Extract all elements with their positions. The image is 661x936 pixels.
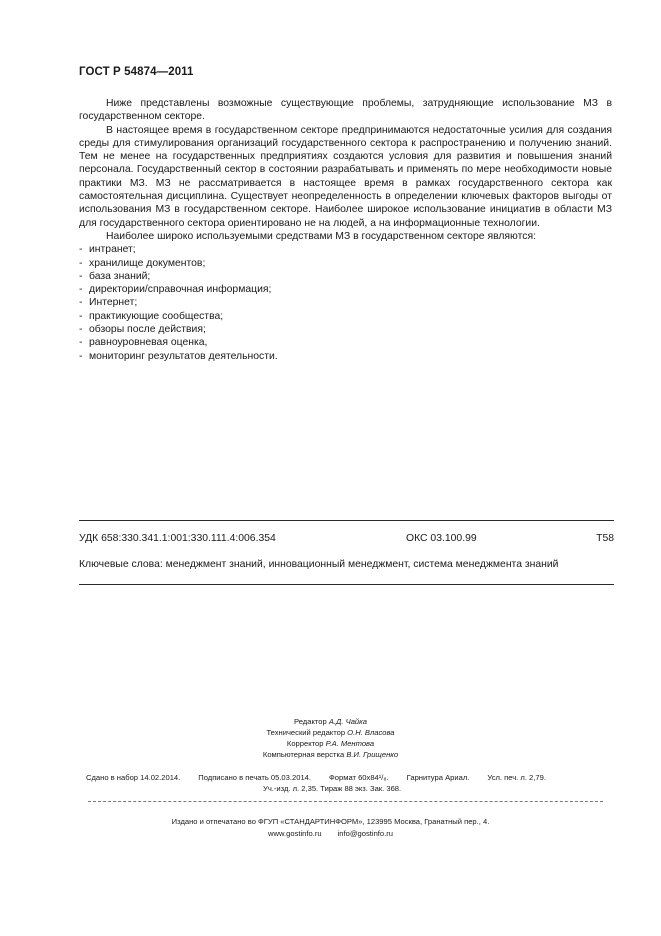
keywords: Ключевые слова: менеджмент знаний, инновационный менеджмент, система менеджмента знаний	[79, 559, 559, 570]
credit-role: Редактор	[294, 717, 327, 726]
publisher-website-link[interactable]: www.gostinfo.ru	[267, 829, 322, 838]
list-item-text: Интернет;	[89, 297, 138, 309]
list-item	[79, 323, 612, 336]
print-line-1	[86, 772, 621, 783]
credit-role: Технический редактор	[266, 728, 346, 737]
classification-row	[79, 533, 614, 547]
print-info-item: Гарнитура Ариал.	[406, 773, 470, 782]
list-item-text: равноуровневая оценка,	[89, 337, 208, 349]
list-item-text: директории/справочная информация;	[89, 284, 272, 296]
paragraph-3: Наиболее широко используемыми средствами МЗ в государственном секторе являются:	[106, 230, 536, 242]
credit-role: Компьютерная верстка	[262, 750, 345, 759]
list-item	[79, 336, 612, 349]
credit-person: О.Н. Власова	[347, 728, 395, 737]
list-item	[79, 243, 612, 256]
list-marker: -	[79, 310, 83, 322]
list-item	[79, 257, 612, 270]
print-info-item: Формат 60х84¹/₈.	[329, 773, 389, 782]
list-item	[79, 310, 612, 323]
credit-person: Р.А. Ментова	[325, 739, 375, 748]
print-info-item: Сдано в набор 14.02.2014.	[86, 773, 181, 782]
credit-person: В.И. Грищенко	[346, 750, 399, 759]
paragraph-2: В настоящее время в государственном секторе предпринимаются недостаточные усилия для создания среды для стимулирования организаций государственного сектора к распространению и получению знаний. Тем не менее на государственных предприятиях создаются условия для развития и повышения знаний персонала. Государственный сектор в состоянии разрабатывать и применять по мере необходимости новые практики МЗ. МЗ не рассматривается в настоящее время в рамках государственного сектора как самостоятельная дисциплина. Существует неопределенность в определении ключевых факторов выгоды от использования МЗ в государственном секторе. Наиболее широкое использование инициатив в области МЗ для государственного сектора ориентировано не на людей, а на информационные технологии.	[79, 124, 612, 229]
print-info-item: Подписано в печать 05.03.2014.	[198, 773, 311, 782]
list-item-text: мониторинг результатов деятельности.	[89, 350, 278, 362]
list-item	[79, 350, 612, 363]
list-item	[79, 283, 612, 296]
credits-block	[0, 716, 661, 760]
list-item	[79, 270, 612, 283]
list-item	[79, 296, 612, 309]
list-marker: -	[79, 270, 83, 282]
oks-code: ОКС 03.100.99	[406, 533, 477, 544]
standard-id-header: ГОСТ Р 54874—2011	[79, 66, 194, 78]
udk-code: УДК 658:330.341.1:001:330.111.4:006.354	[79, 533, 276, 544]
list-item-text: интранет;	[89, 244, 136, 256]
list-item-text: база знаний;	[89, 270, 151, 282]
list-marker: -	[79, 350, 83, 362]
credit-line	[0, 716, 661, 727]
credit-line	[0, 749, 661, 760]
list-marker: -	[79, 297, 83, 309]
credit-role: Корректор	[286, 739, 324, 748]
credit-line	[0, 738, 661, 749]
list-marker: -	[79, 284, 83, 296]
list-marker: -	[79, 257, 83, 269]
publisher-email-link[interactable]: info@gostinfo.ru	[337, 829, 394, 838]
credit-person: А.Д. Чайка	[328, 717, 367, 726]
paragraph-1: Ниже представлены возможные существующие проблемы, затрудняющие использование МЗ в государственном секторе.	[79, 98, 612, 123]
list-item-text: хранилище документов;	[89, 257, 206, 269]
list-marker: -	[79, 337, 83, 349]
tools-list	[79, 243, 612, 363]
list-marker: -	[79, 244, 83, 256]
print-info	[86, 772, 621, 794]
publisher-block	[0, 816, 661, 840]
dashed-divider	[88, 801, 603, 802]
list-marker: -	[79, 324, 83, 336]
rule-bottom	[79, 584, 614, 585]
print-info-item: Усл. печ. л. 2,79.	[487, 773, 546, 782]
group-code: Т58	[596, 533, 614, 544]
print-line-2: Уч.-изд. л. 2,35. Тираж 88 экз. Зак. 368.	[263, 784, 402, 793]
credit-line	[0, 727, 661, 738]
list-item-text: практикующие сообщества;	[89, 310, 224, 322]
publisher-links	[0, 828, 661, 840]
list-item-text: обзоры после действия;	[89, 324, 206, 336]
publisher-address: Издано и отпечатано во ФГУП «СТАНДАРТИНФОРМ», 123995 Москва, Гранатный пер., 4.	[171, 817, 490, 826]
rule-top	[79, 520, 614, 521]
main-text	[79, 97, 612, 363]
